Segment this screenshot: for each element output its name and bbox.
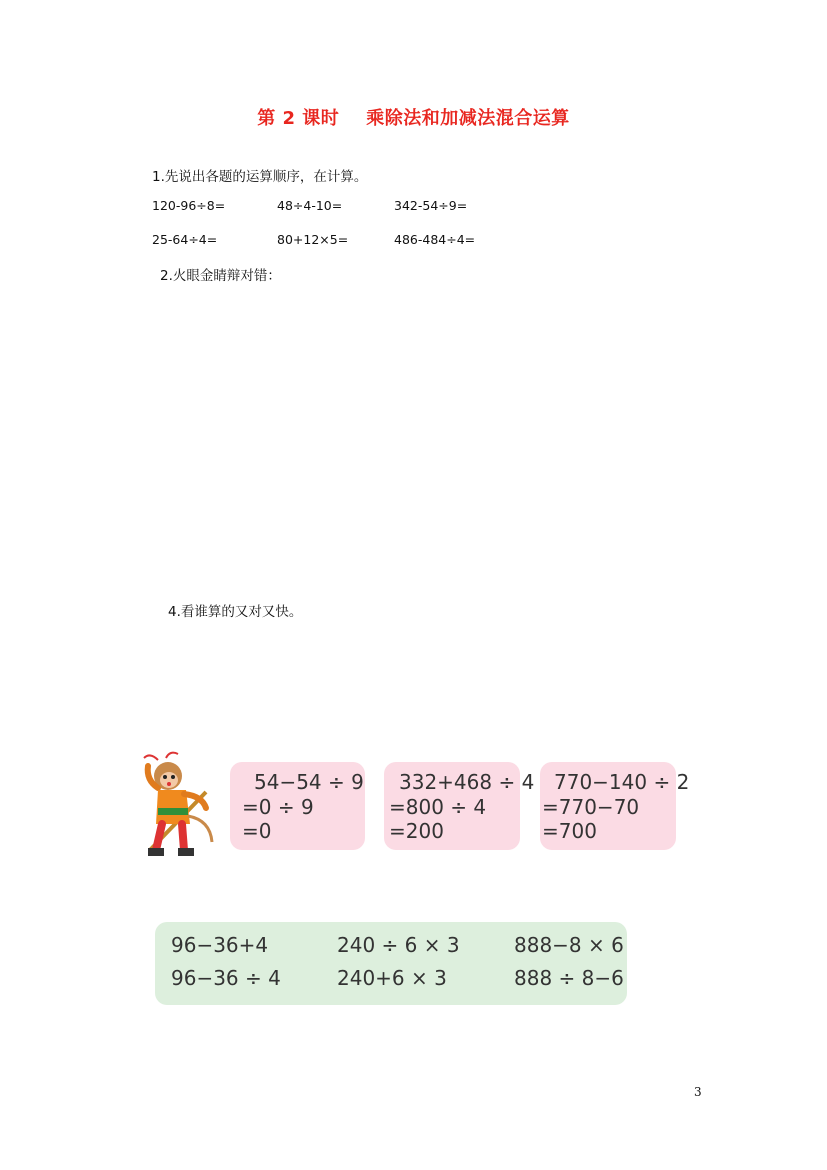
monkey-king-icon	[140, 750, 220, 862]
card-line: =800 ÷ 4	[389, 795, 487, 819]
practice-expr: 888−8 × 6	[514, 933, 624, 957]
q1-expr: 80+12×5=	[277, 232, 349, 247]
practice-expr: 96−36+4	[171, 933, 269, 957]
card-line: =200	[389, 819, 444, 843]
q1-expr: 48÷4-10=	[277, 198, 343, 213]
practice-expr: 96−36 ÷ 4	[171, 966, 281, 990]
q1-expr: 486-484÷4=	[394, 232, 476, 247]
practice-expr: 240 ÷ 6 × 3	[337, 933, 460, 957]
card-line: 770−140 ÷ 2	[554, 770, 690, 794]
worked-example-card	[540, 762, 690, 850]
q1-expr: 342-54÷9=	[394, 198, 468, 213]
question-1-label: 1.先说出各题的运算顺序，在计算。	[152, 169, 368, 185]
q1-expr: 120-96÷8=	[152, 198, 226, 213]
page-number: 3	[694, 1085, 702, 1099]
practice-expr: 888 ÷ 8−6	[514, 966, 624, 990]
worked-example-card	[384, 762, 535, 850]
card-line: =0 ÷ 9	[242, 795, 314, 819]
card-line: 54−54 ÷ 9	[254, 770, 364, 794]
practice-expr: 240+6 × 3	[337, 966, 447, 990]
worked-example-card	[230, 762, 365, 850]
q1-expr: 25-64÷4=	[152, 232, 218, 247]
card-line: 332+468 ÷ 4	[399, 770, 535, 794]
page-title: 第 2 课时 乘除法和加减法混合运算	[257, 108, 570, 129]
question-2-label: 2.火眼金睛辩对错：	[160, 268, 281, 284]
card-line: =770−70	[542, 795, 640, 819]
card-line: =700	[542, 819, 597, 843]
card-line: =0	[242, 819, 272, 843]
question-4-label: 4.看谁算的又对又快。	[168, 604, 303, 620]
practice-box	[155, 922, 627, 1005]
